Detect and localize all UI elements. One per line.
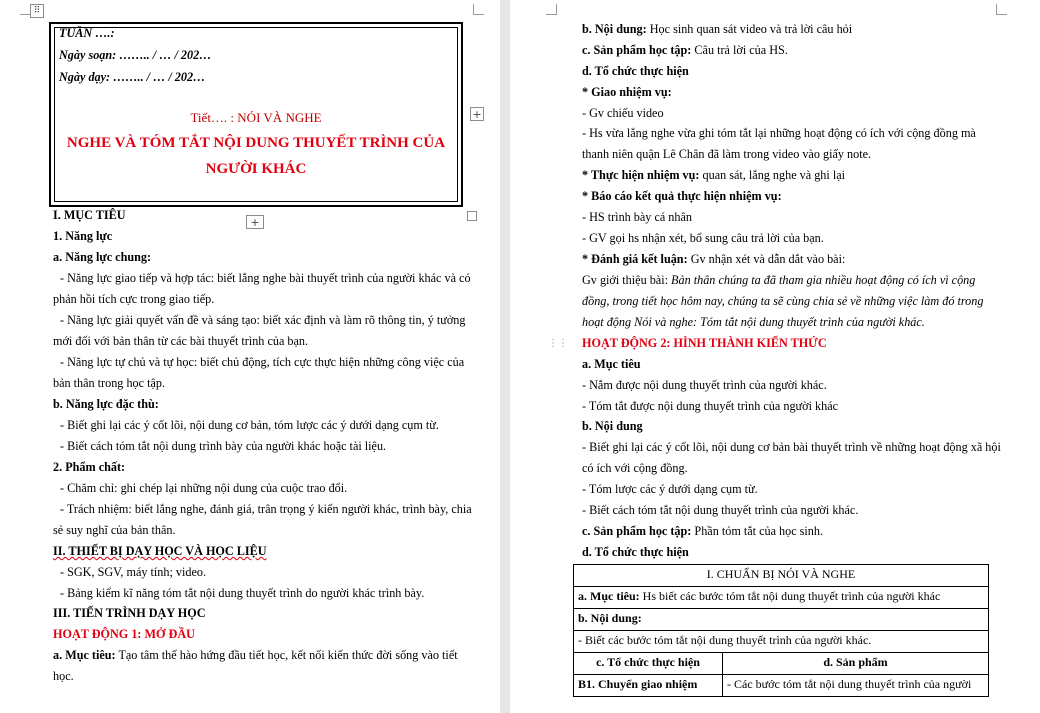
table-move-handle-icon[interactable]: ⠿ [30,4,44,18]
paragraph-line: - Biết cách tóm tắt nội dung trình bày của người khác hoặc tài liệu. [60,439,387,453]
paragraph-line: hoạt động Nói và nghe: Tóm tắt nội dung thuyết trình của người khác. [582,315,925,329]
objective-text: Tạo tâm thế hào hứng đầu tiết học, kết nối kiến thức đời sống vào tiết [115,648,458,662]
table-cell: - Biết các bước tóm tắt nội dung thuyết trình của người khác. [574,631,989,653]
margin-corner-mark [996,4,1007,15]
paragraph-line: - Năng lực tự chủ và tự học: biết chủ động, tích cực thực hiện những công việc của [60,355,465,369]
paragraph-line: mới đối với bản thân từ các bài thuyết trình của bạn. [53,334,309,348]
paragraph-line: - Trách nhiệm: biết lắng nghe, đánh giá, trân trọng ý kiến người khác, trình bày, chia [60,502,472,516]
table-header-cell: d. Sản phẩm [723,653,989,675]
heading-competence: 1. Năng lực [53,229,113,243]
paragraph-line: - Nắm được nội dung thuyết trình của người khác. [582,378,827,392]
paragraph-line: c. Sản phẩm học tập: Phần tóm tắt của học sinh. [582,524,824,538]
table-resize-handle-icon[interactable] [467,211,477,221]
section-objectives: I. MỤC TIÊU [53,208,126,222]
paragraph-line: - Tóm lược các ý dưới dạng cụm từ. [582,482,758,496]
table-title-cell: I. CHUẨN BỊ NÓI VÀ NGHE [574,565,989,587]
paragraph-line: * Thực hiện nhiệm vụ: quan sát, lắng nghe và ghi lại [582,168,846,182]
paragraph-line: - Gv chiếu video [582,106,664,120]
objective-label: a. Mục tiêu: [53,648,116,662]
paragraph-line: b. Nội dung: Học sinh quan sát video và trả lời câu hỏi [582,22,853,36]
paragraph-line: - Năng lực giao tiếp và hợp tác: biết lắng nghe bài thuyết trình của người khác và có [60,271,471,285]
paragraph-line: - SGK, SGV, máy tính; video. [60,565,207,579]
paragraph-line: * Đánh giá kết luận: Gv nhận xét và dẫn dắt vào bài: [582,252,846,266]
document-page-right [510,0,1040,713]
paragraph-line: phản hồi tích cực trong giao tiếp. [53,292,215,306]
paragraph-line: sẻ suy nghĩ của bản thân. [53,523,176,537]
heading-objective: a. Mục tiêu [582,357,641,371]
paragraph-line: - Tóm tắt được nội dung thuyết trình của người khác [582,399,839,413]
lesson-header-box [49,22,463,207]
paragraph-line: thanh niên quận Lê Chân đã làm trong video vào giấy note. [582,147,872,161]
paragraph-line: - HS trình bày cá nhân [582,210,692,224]
table-cell: a. Mục tiêu: Hs biết các bước tóm tắt nội dung thuyết trình của người khác [574,587,989,609]
section-equipment: II. THIẾT BỊ DẠY HỌC VÀ HỌC LIỆU [53,544,267,558]
margin-corner-mark [546,4,557,15]
heading-specific-competence: b. Năng lực đặc thù: [53,397,159,411]
paragraph-line: Gv giới thiệu bài: Bản thân chúng ta đã tham gia nhiều hoạt động có ích vì cộng [582,273,976,287]
paragraph-line: - Biết ghi lại các ý cốt lõi, nội dung cơ bản, tóm lược các ý dưới dạng cụm từ. [60,418,439,432]
table-cell: b. Nội dung: [574,609,989,631]
heading-qualities: 2. Phẩm chất: [53,460,126,474]
heading-report: * Báo cáo kết quả thực hiện nhiệm vụ: [582,189,782,203]
paragraph-line: - Biết cách tóm tắt nội dung thuyết trình của người khác. [582,503,859,517]
add-row-icon[interactable]: + [246,215,264,229]
paragraph-line: bản thân trong học tập. [53,376,166,390]
paragraph-line: - Hs vừa lắng nghe vừa ghi tóm tắt lại những hoạt động có ích với cộng đồng mà [582,126,976,140]
paragraph-line [53,648,458,663]
paragraph-line: - Năng lực giải quyết vấn đề và sáng tạo: biết xác định và làm rõ thông tin, ý tưởng [60,313,466,327]
heading-organize: d. Tổ chức thực hiện [582,64,689,78]
heading-content: b. Nội dung [582,419,643,433]
activity-1-heading: HOẠT ĐỘNG 1: MỞ ĐẦU [53,627,195,641]
activity-2-heading: HOẠT ĐỘNG 2: HÌNH THÀNH KIẾN THỨC [582,336,827,350]
heading-assign-task: * Giao nhiệm vụ: [582,85,672,99]
add-column-icon[interactable]: + [470,107,484,121]
paragraph-line: - Bảng kiểm kĩ năng tóm tắt nội dung thuyết trình do người khác trình bày. [60,586,425,600]
table-cell: B1. Chuyển giao nhiệm [574,675,723,697]
paragraph-line: - Chăm chỉ: ghi chép lại những nội dung của cuộc trao đổi. [60,481,348,495]
margin-corner-mark [473,4,484,15]
document-page-left [0,0,500,713]
lesson-title-line2: NGƯỜI KHÁC [205,161,307,177]
paragraph-line: c. Sản phẩm học tập: Câu trả lời của HS. [582,43,788,57]
paragraph-line: đồng, trong tiết học hôm nay, chúng ta sẽ cùng chia sẻ về những việc làm đó trong [582,294,984,308]
table-cell: - Các bước tóm tắt nội dung thuyết trình của người [723,675,989,697]
paragraph-line: - Biết ghi lại các ý cốt lõi, nội dung cơ bản bài thuyết trình về những hoạt động xã hội [582,440,1001,454]
preparation-table [573,564,989,697]
lesson-title-line1: NGHE VÀ TÓM TẮT NỘI DUNG THUYẾT TRÌNH CỦA [66,135,446,151]
table-header-cell: c. Tổ chức thực hiện [574,653,723,675]
paragraph-line: - GV gọi hs nhận xét, bổ sung câu trả lời của bạn. [582,231,824,245]
period-label: Tiết…. : NÓI VÀ NGHE [190,110,322,125]
heading-general-competence: a. Năng lực chung: [53,250,152,264]
paragraph-line: có ích với cộng đồng. [582,461,688,475]
section-procedure: III. TIẾN TRÌNH DẠY HỌC [53,606,206,620]
prep-date: Ngày soạn: …….. / … / 202… [59,48,212,62]
paragraph-drag-icon[interactable]: ⋮⋮ [548,338,568,349]
teach-date: Ngày dạy: …….. / … / 202… [59,70,206,84]
paragraph-line: học. [53,669,74,683]
week-label: TUẦN ….: [59,26,115,40]
heading-organize-2: d. Tổ chức thực hiện [582,545,689,559]
